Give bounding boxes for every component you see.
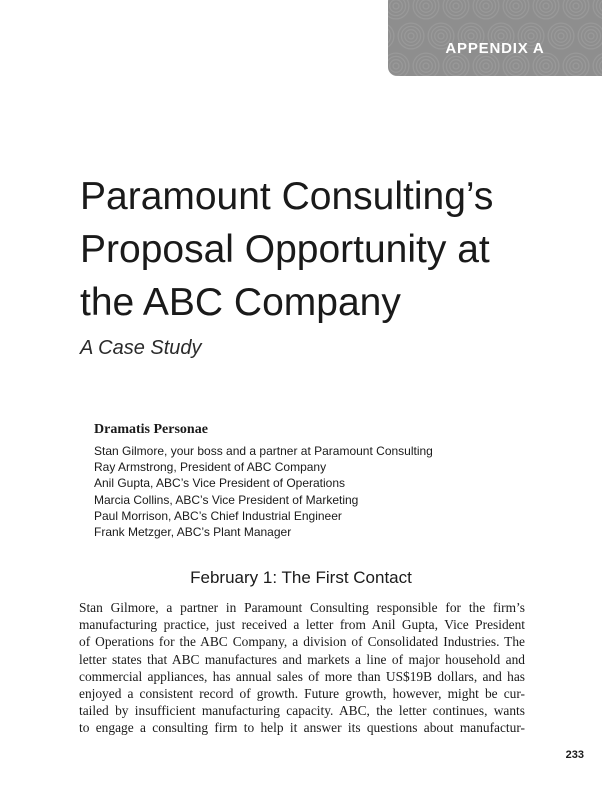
cast-member: Frank Metzger, ABC’s Plant Manager [94,525,292,540]
cast-member: Ray Armstrong, President of ABC Company [94,460,327,475]
appendix-label: APPENDIX A [445,40,545,57]
title-line: Paramount Consulting’s [80,175,494,218]
body-line: enjoyed a consistent record of growth. Future growth, however, might be cur- [79,686,525,702]
body-line: to engage a consulting firm to help it answer its questions about manufactur- [79,720,525,736]
concentric-circles-pattern [388,0,602,76]
body-line: commercial appliances, has annual sales of more than US$19B dollars, and has [79,668,525,684]
dramatis-personae [94,422,433,540]
title-line: the ABC Company [80,281,401,324]
appendix-tab [388,0,602,76]
cast-member: Marcia Collins, ABC’s Vice President of Marketing [94,492,359,507]
body-line: tailed by insufficient manufacturing capacity. ABC, the letter continues, wants [79,703,525,719]
dramatis-heading: Dramatis Personae [94,422,208,437]
body-line: Stan Gilmore, a partner in Paramount Consulting responsible for the firm’s [79,600,525,615]
chapter-subtitle: A Case Study [80,337,202,359]
cast-member: Stan Gilmore, your boss and a partner at Paramount Consulting [94,444,433,458]
cast-member: Paul Morrison, ABC’s Chief Industrial Engineer [94,508,342,523]
page-number: 233 [565,749,584,761]
body-paragraph [79,599,525,737]
body-line: letter states that ABC manufactures and markets a line of major household and [79,651,525,667]
section-heading: February 1: The First Contact [190,568,412,587]
chapter-title [80,170,580,329]
body-line: of Operations for the ABC Company, a division of Consolidated Industries. The [79,634,525,650]
body-line: manufacturing practice, just received a letter from Anil Gupta, Vice President [79,617,525,633]
cast-member: Anil Gupta, ABC’s Vice President of Operations [94,476,346,491]
title-line: Proposal Opportunity at [80,228,490,271]
